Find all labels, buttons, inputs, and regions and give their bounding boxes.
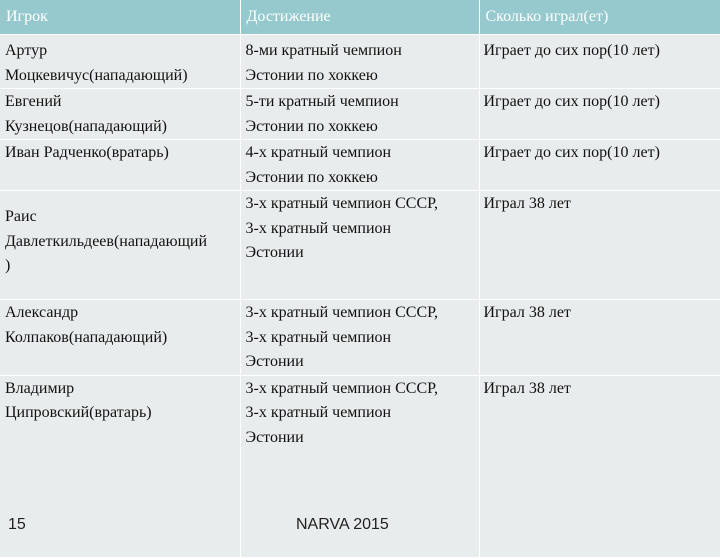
player-cell [0,89,240,140]
played-text: Играет до сих пор(10 лет) [483,42,660,59]
achievement-line: 3-х кратный чемпион [245,219,392,237]
slide-number: 15 [8,516,26,533]
player-name-line: Ципровский(вратарь) [5,404,152,421]
achievement-line: 5-ти кратный чемпион [245,93,399,110]
achievement-line: Эстонии по хоккею [245,168,378,186]
played-text: Играет до сих пор(10 лет) [483,93,660,110]
player-name-line: Александр [5,304,79,321]
achievement-line: 3-х кратный чемпион СССР, [245,304,439,321]
player-name-line: Давлеткильдеев(нападающий [5,232,208,250]
player-cell [0,140,240,191]
player-name-line: Владимир [5,379,75,397]
played-text: Играл 38 лет [483,195,571,212]
player-cell [0,191,240,300]
table-row [0,35,720,89]
table-row [0,140,720,191]
achievement-line: Эстонии по хоккею [245,117,378,135]
played-text: Играл 38 лет [483,304,571,321]
played-cell [479,89,720,140]
header-played: Сколько играл(ет) [479,0,720,35]
player-cell [0,35,240,89]
played-cell [479,375,720,557]
achievement-line: 3-х кратный чемпион СССР, [245,379,439,397]
achievement-line: Эстонии [245,353,304,370]
header-row [0,0,720,35]
player-name-line: Евгений [5,93,62,110]
achievement-line: 4-х кратный чемпион [245,144,392,161]
player-cell [0,375,240,557]
played-cell [479,300,720,376]
player-name-line: Раис [5,208,37,225]
played-text: Играл 38 лет [483,379,571,397]
achievement-line: Эстонии [245,428,304,446]
achievement-line: 8-ми кратный чемпион [245,42,402,59]
achievement-cell [240,89,479,140]
table-row [0,89,720,140]
played-cell [479,191,720,300]
achievement-line: Эстонии по хоккею [245,66,378,84]
footer-title: NARVA 2015 [296,516,389,533]
player-name-line: Иван Радченко(вратарь) [5,144,169,161]
header-player: Игрок [0,0,240,35]
achievement-line: 3-х кратный чемпион [245,404,392,421]
achievement-cell [240,300,479,376]
header-achievement: Достижение [240,0,479,35]
achievement-cell [240,140,479,191]
played-text: Играет до сих пор(10 лет) [483,144,660,161]
player-name-line: Артур [5,42,48,59]
player-name-line: Колпаков(нападающий) [5,328,168,346]
achievement-line: 3-х кратный чемпион [245,328,392,346]
table-row [0,300,720,376]
achievement-cell [240,35,479,89]
table-row [0,191,720,300]
player-name-line: Кузнецов(нападающий) [5,117,167,135]
achievement-line: 3-х кратный чемпион СССР, [245,195,439,212]
achievement-cell [240,191,479,300]
achievement-line: Эстонии [245,244,304,261]
played-cell [479,35,720,89]
player-name-line: ) [5,257,11,274]
player-cell [0,300,240,376]
played-cell [479,140,720,191]
player-name-line: Моцкевичус(нападающий) [5,66,188,84]
